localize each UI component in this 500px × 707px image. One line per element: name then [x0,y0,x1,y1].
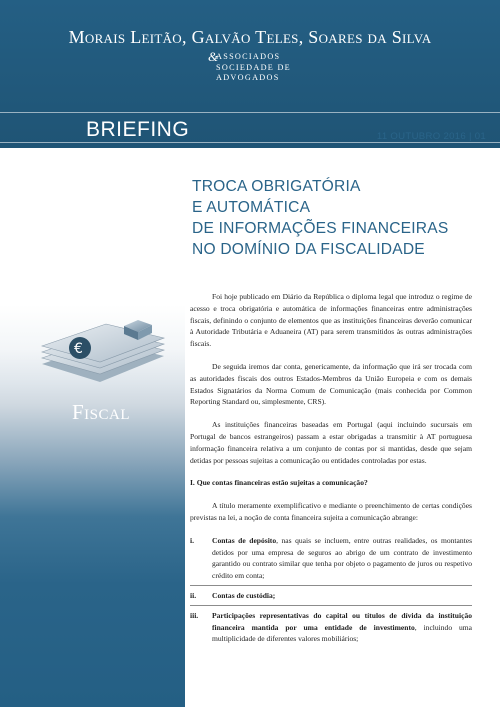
paragraph-4: A título meramente exemplificativo e mediante o preenchimento de certas condições previstas na lei, a noção de conta financeira sujeita a comunicação abrange: [190,501,472,522]
list-item-number: iii. [190,610,199,620]
article-title [192,176,492,260]
briefing-label: BRIEFING [86,118,190,141]
firm-subtitle [198,49,326,84]
list-item-term: Contas de depósito [212,535,277,545]
article-body [190,291,472,649]
assoc-line-2: SOCIEDADE DE [216,62,291,72]
euro-money-stack-icon [36,312,168,390]
list-item [190,590,472,606]
list-item-term: Contas de custódia; [212,590,276,600]
assoc-line-3: ADVOGADOS [216,73,280,82]
title-line-2: E AUTOMÁTICA [192,199,311,216]
assoc-line-1: ASSOCIADOS [216,52,281,61]
masthead [0,0,500,148]
paragraph-1: Foi hoje publicado em Diário da República o diploma legal que introduz o regime de acesso e troca obrigatória e automática de informações financeiras entre administrações fiscais, definindo o conjunto de elementos que as instituições financeiras deverão comunicar à Autoridade Tributária e Aduaneira (AT) para serem transmitidos às outras administrações fiscais. [190,292,472,349]
list-item-term: Participações representativas do capital ou títulos de dívida da instituição financeira mantida por uma entidade de investimento [212,610,472,632]
svg-text:€: € [74,341,83,357]
title-line-1: TROCA OBRIGATÓRIA [192,178,361,195]
title-line-4: NO DOMÍNIO DA FISCALIDADE [192,241,425,258]
sidebar [0,148,185,707]
list-item-text: , nas quais se incluem, entre outras realidades, os montantes detidos por uma empresa de seguros ao abrigo de um contrato de investimento garantido ou contrato similar que tenha por objeto o pagamento de juros ou respetivo crédito em conta; [212,535,472,581]
list-item-number: i. [190,535,194,545]
section-label: Fiscal [72,400,131,424]
paragraph-2: De seguida iremos dar conta, genericamente, da informação que irá ser trocada com as autoridades fiscais dos outros Estados-Membros da União Europeia e com os demais Estados Signatários da Norma Comum de Comunicação (mais conhecida por Common Reporting Standard ou, simplesmente, CRS). [190,361,472,407]
list-item [190,610,472,645]
issue-date: 11 OUTUBRO 2016 | 01 [376,131,486,142]
section-heading: I. Que contas financeiras estão sujeitas a comunicação? [190,478,368,488]
ampersand-mark: & [208,49,219,64]
header-rule-bottom [0,142,500,143]
account-type-list [190,535,472,645]
header-rule-top [0,112,500,113]
list-item-text: , incluindo uma multiplicidade de diferentes valores mobiliários; [212,622,472,644]
firm-name: Morais Leitão, Galvão Teles, Soares da Silva [68,27,432,47]
list-item-number: ii. [190,590,197,600]
list-item [190,535,472,586]
paragraph-3: As instituições financeiras baseadas em Portugal (aqui incluindo sucursais em Portugal de bancos estrangeiros) passam a estar obrigadas a transmitir à AT portuguesa informação financeira relativa a um conjunto de contas por si mantidas, desde que sejam detidas por pessoas sujeitas a comunicação ou entidades controladas por estas. [190,420,472,465]
title-line-3: DE INFORMAÇÕES FINANCEIRAS [192,220,449,237]
